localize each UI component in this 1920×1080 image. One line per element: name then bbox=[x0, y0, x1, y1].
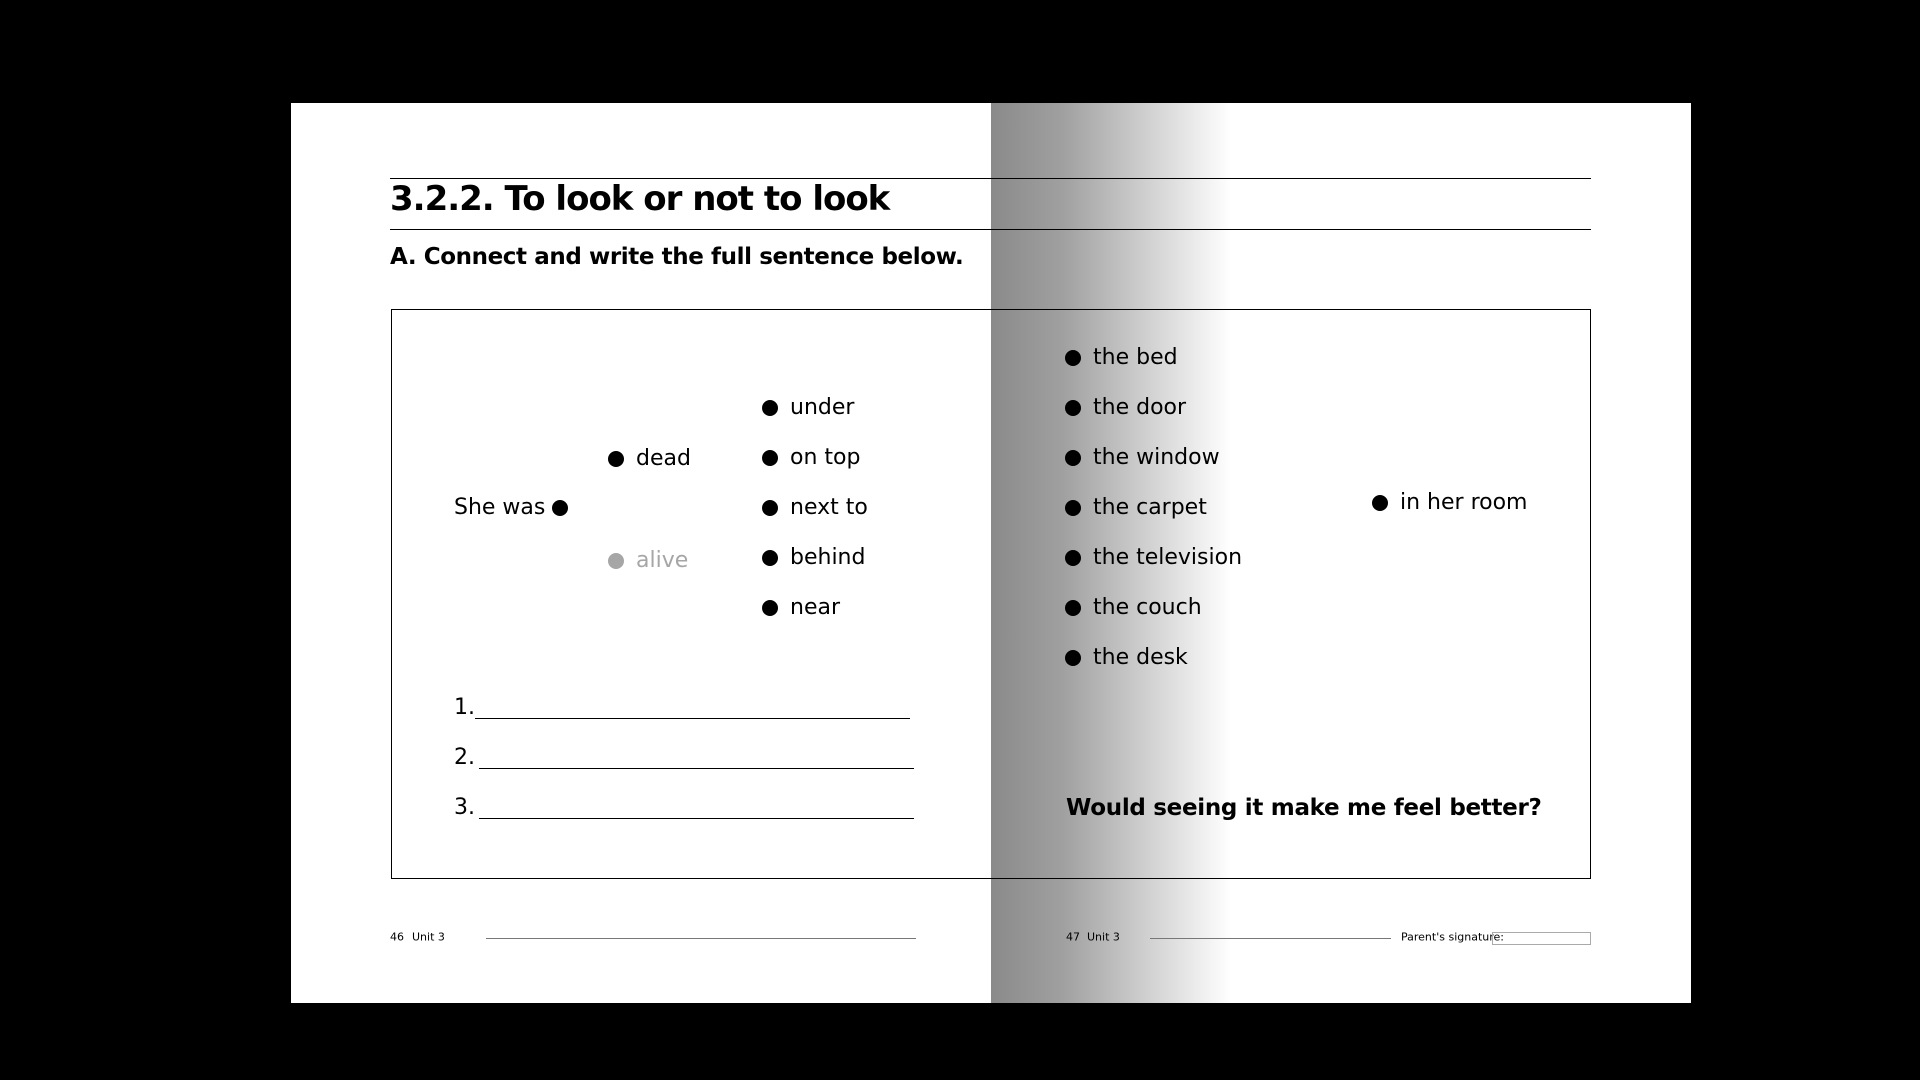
state-dot[interactable] bbox=[608, 553, 624, 569]
left-page-number: 46 bbox=[390, 930, 404, 944]
object-option: the window bbox=[1093, 445, 1220, 470]
exercise-box bbox=[391, 309, 1591, 879]
answer-line[interactable] bbox=[475, 718, 910, 719]
page-title: 3.2.2. To look or not to look bbox=[390, 179, 890, 219]
object-option: the couch bbox=[1093, 595, 1202, 620]
answer-line[interactable] bbox=[479, 768, 914, 769]
exercise-instruction: A. Connect and write the full sentence below. bbox=[390, 244, 964, 270]
object-dot[interactable] bbox=[1065, 650, 1081, 666]
object-option: the door bbox=[1093, 395, 1187, 420]
preposition-option: behind bbox=[790, 545, 866, 570]
signature-label: Parent's signature: bbox=[1401, 930, 1504, 944]
object-dot[interactable] bbox=[1065, 400, 1081, 416]
preposition-dot[interactable] bbox=[762, 400, 778, 416]
preposition-option: next to bbox=[790, 495, 868, 520]
state-option: alive bbox=[636, 548, 689, 573]
object-dot[interactable] bbox=[1065, 500, 1081, 516]
left-footer-rule bbox=[486, 938, 916, 939]
object-dot[interactable] bbox=[1065, 450, 1081, 466]
preposition-dot[interactable] bbox=[762, 500, 778, 516]
location-dot[interactable] bbox=[1372, 495, 1388, 511]
right-unit-label: Unit 3 bbox=[1087, 930, 1120, 944]
object-option: the carpet bbox=[1093, 495, 1207, 520]
preposition-option: near bbox=[790, 595, 841, 620]
reflection-question: Would seeing it make me feel better? bbox=[1066, 795, 1542, 821]
answer-line-number: 3. bbox=[454, 795, 475, 820]
object-option: the desk bbox=[1093, 645, 1188, 670]
left-unit-label: Unit 3 bbox=[412, 930, 445, 944]
preposition-dot[interactable] bbox=[762, 450, 778, 466]
workbook-spread bbox=[291, 103, 1691, 1003]
subject-label: She was bbox=[454, 495, 546, 520]
right-page-number: 47 bbox=[1066, 930, 1080, 944]
object-option: the bed bbox=[1093, 345, 1178, 370]
object-option: the television bbox=[1093, 545, 1243, 570]
preposition-option: under bbox=[790, 395, 855, 420]
state-dot[interactable] bbox=[608, 451, 624, 467]
preposition-option: on top bbox=[790, 445, 861, 470]
object-dot[interactable] bbox=[1065, 550, 1081, 566]
answer-line-number: 2. bbox=[454, 745, 475, 770]
title-bottom-rule bbox=[390, 229, 1591, 230]
object-dot[interactable] bbox=[1065, 600, 1081, 616]
location-option: in her room bbox=[1400, 490, 1528, 515]
object-dot[interactable] bbox=[1065, 350, 1081, 366]
answer-line[interactable] bbox=[479, 818, 914, 819]
preposition-dot[interactable] bbox=[762, 550, 778, 566]
answer-line-number: 1. bbox=[454, 695, 475, 720]
signature-field[interactable] bbox=[1492, 932, 1591, 945]
preposition-dot[interactable] bbox=[762, 600, 778, 616]
subject-dot[interactable] bbox=[552, 500, 568, 516]
right-footer-rule bbox=[1150, 938, 1391, 939]
state-option: dead bbox=[636, 446, 691, 471]
